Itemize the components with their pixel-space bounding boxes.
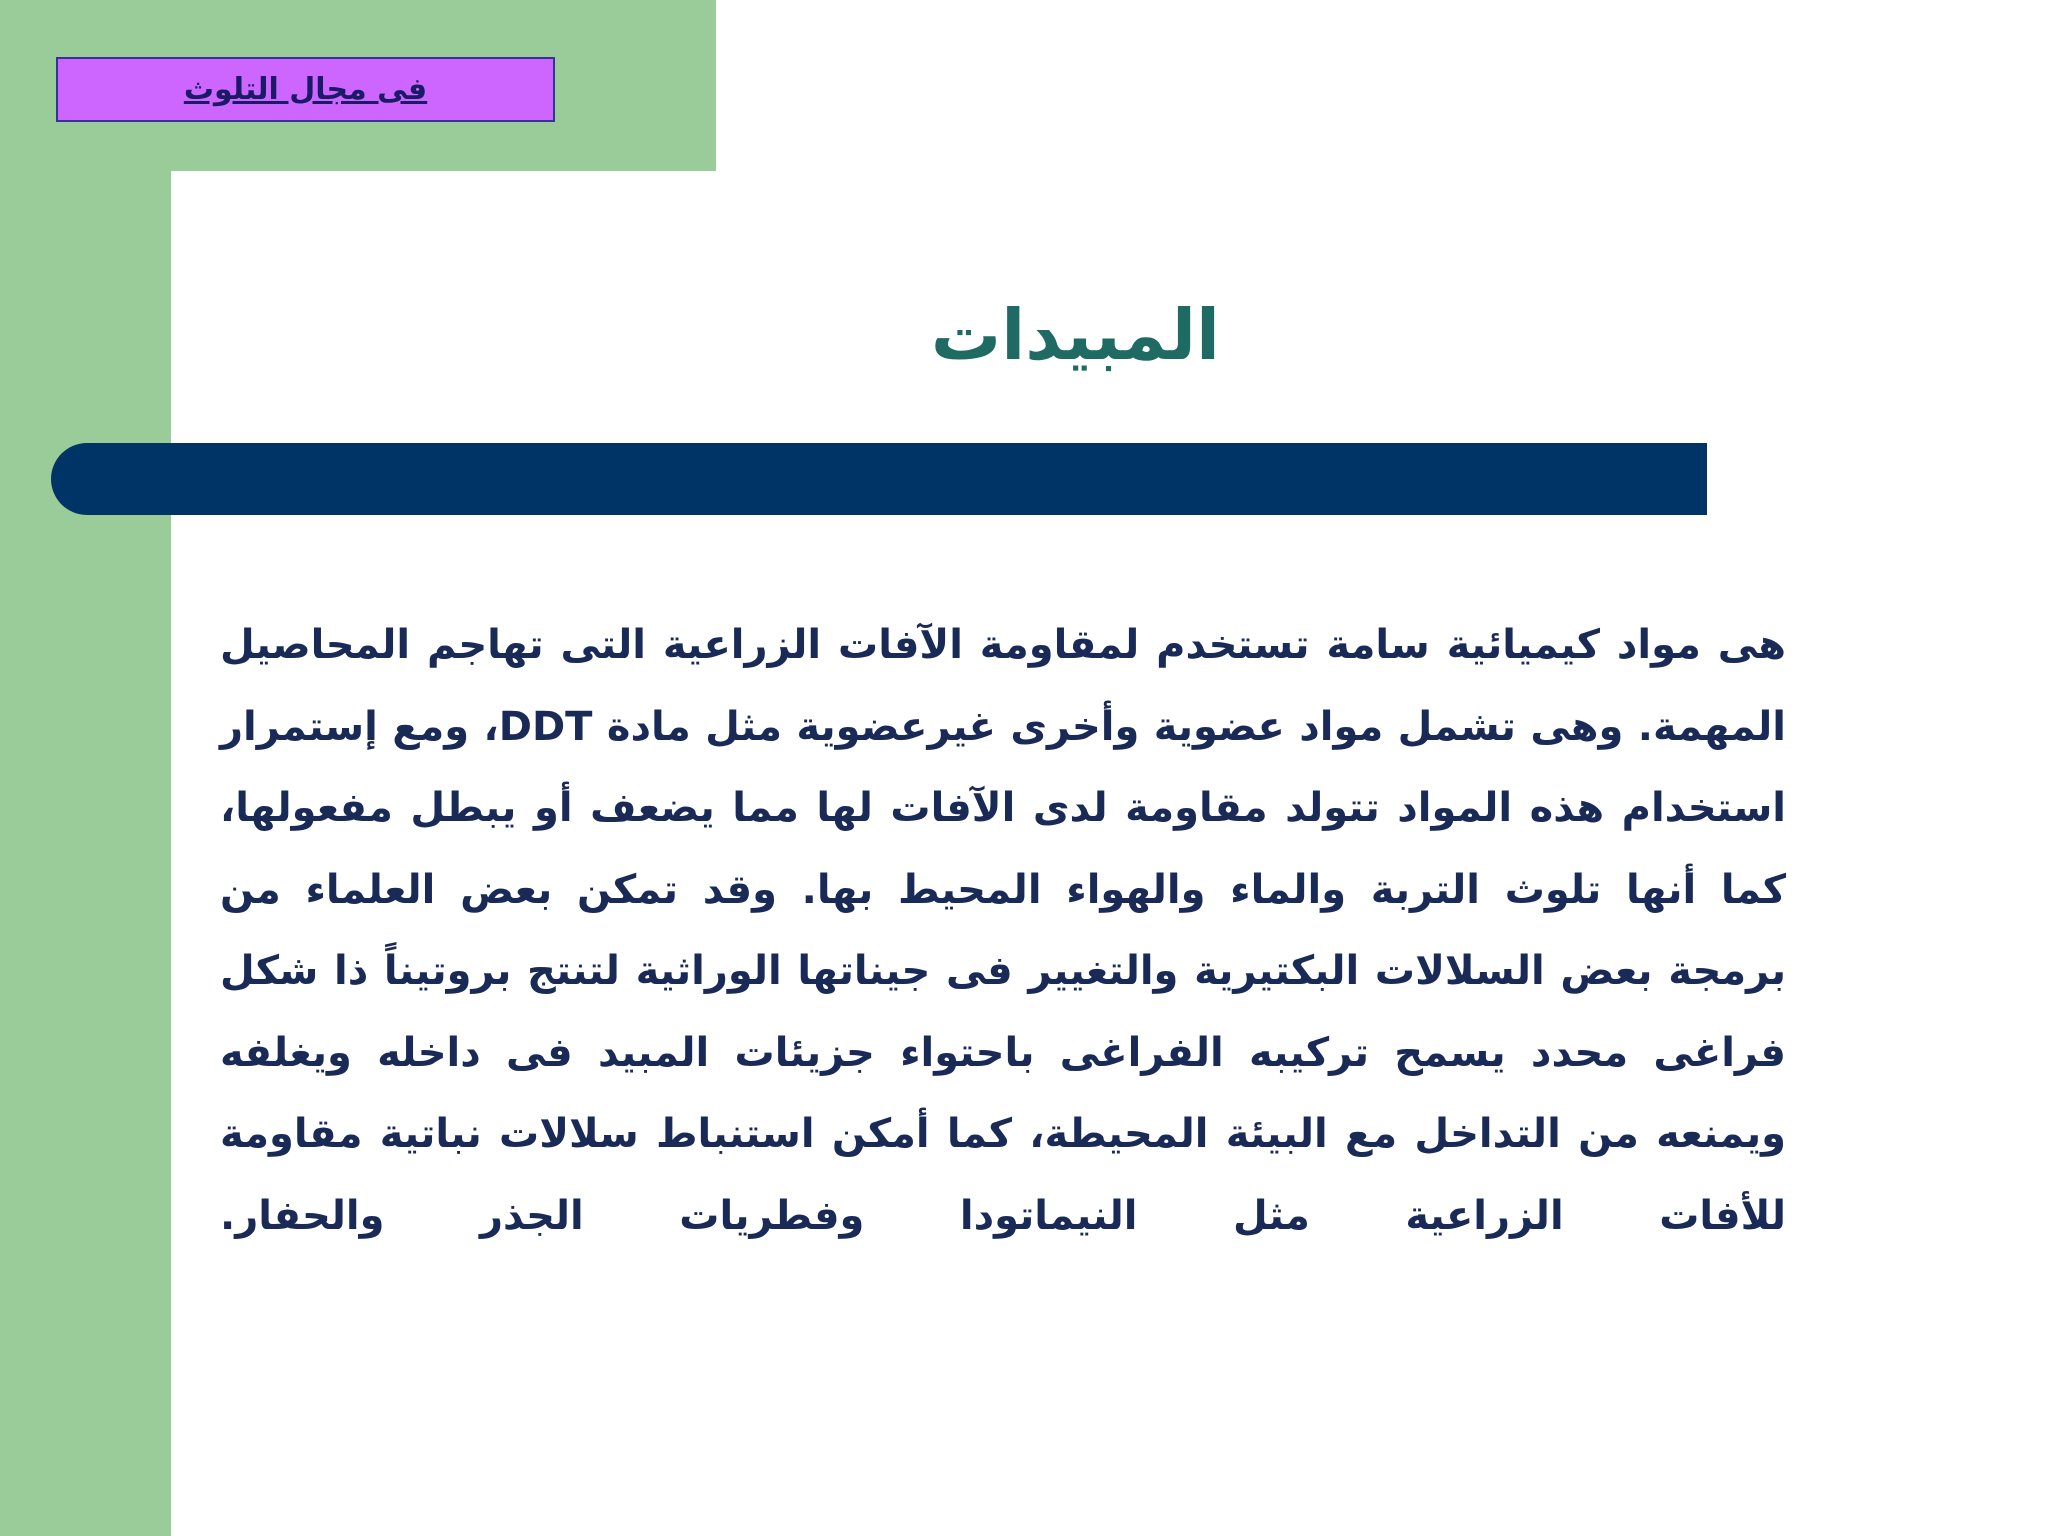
green-side-band xyxy=(0,0,171,1536)
title-underline-bar xyxy=(51,443,1707,515)
slide-body-text: هى مواد كيميائية سامة تستخدم لمقاومة الآفات الزراعية التى تهاجم المحاصيل المهمة. وهى تشمل مواد عضوية وأخرى غيرعضوية مثل مادة DDT، ومع إستمرار استخدام هذه المواد تتولد مقاومة لدى الآفات لها مما يضعف أو يبطل مفعولها، كما أنها تلوث التربة والماء والهواء المحيط بها. وقد تمكن بعض العلماء من برمجة بعض السلالات البكتيرية والتغيير فى جيناتها الوراثية لتنتج بروتيناً ذا شكل فراغى محدد يسمح تركيبه الفراغى باحتواء جزيئات المبيد فى داخله ويغلفه ويمنعه من التداخل مع البيئة المحيطة، كما أمكن استنباط سلالات نباتية مقاومة للأفات الزراعية مثل النيماتودا وفطريات الجذر والحفار. xyxy=(220,622,1786,1239)
topic-link[interactable]: فى مجال التلوث xyxy=(183,72,428,107)
slide-title: المبيدات xyxy=(930,294,1220,376)
topic-label-box[interactable] xyxy=(56,57,555,122)
